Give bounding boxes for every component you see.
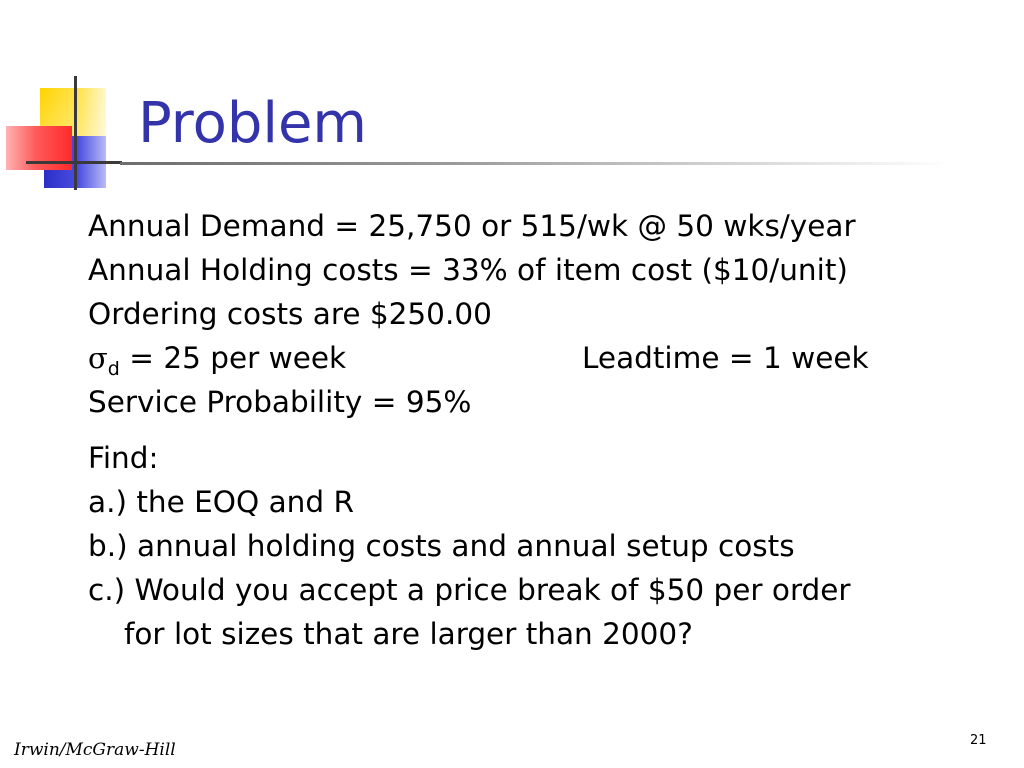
sigma-symbol: σ <box>88 341 108 375</box>
decorative-logo <box>0 0 140 200</box>
question-c-continued: for lot sizes that are larger than 2000? <box>124 617 693 651</box>
question-b: b.) annual holding costs and annual setup costs <box>88 529 795 563</box>
question-a: a.) the EOQ and R <box>88 485 354 519</box>
spacer <box>88 424 988 436</box>
slide-title: Problem <box>138 91 367 156</box>
holding-cost-line: Annual Holding costs = 33% of item cost ($10/unit) <box>88 253 848 287</box>
logo-horizontal-line <box>26 161 122 164</box>
sigma-subscript: d <box>107 358 120 380</box>
demand-line: Annual Demand = 25,750 or 515/wk @ 50 wks/year <box>88 209 856 243</box>
publisher-footer: Irwin/McGraw-Hill <box>14 740 176 760</box>
leadtime-text: Leadtime = 1 week <box>582 341 869 375</box>
title-underline <box>120 162 950 165</box>
service-probability-line: Service Probability = 95% <box>88 385 472 419</box>
sigma-line <box>88 336 988 380</box>
logo-vertical-line <box>74 76 77 190</box>
find-heading: Find: <box>88 441 159 475</box>
page-number: 21 <box>970 733 987 748</box>
ordering-cost-line: Ordering costs are $250.00 <box>88 297 492 331</box>
question-c: c.) Would you accept a price break of $50 per order <box>88 573 851 607</box>
sigma-value: = 25 per week <box>119 341 347 375</box>
slide-body <box>88 204 988 656</box>
